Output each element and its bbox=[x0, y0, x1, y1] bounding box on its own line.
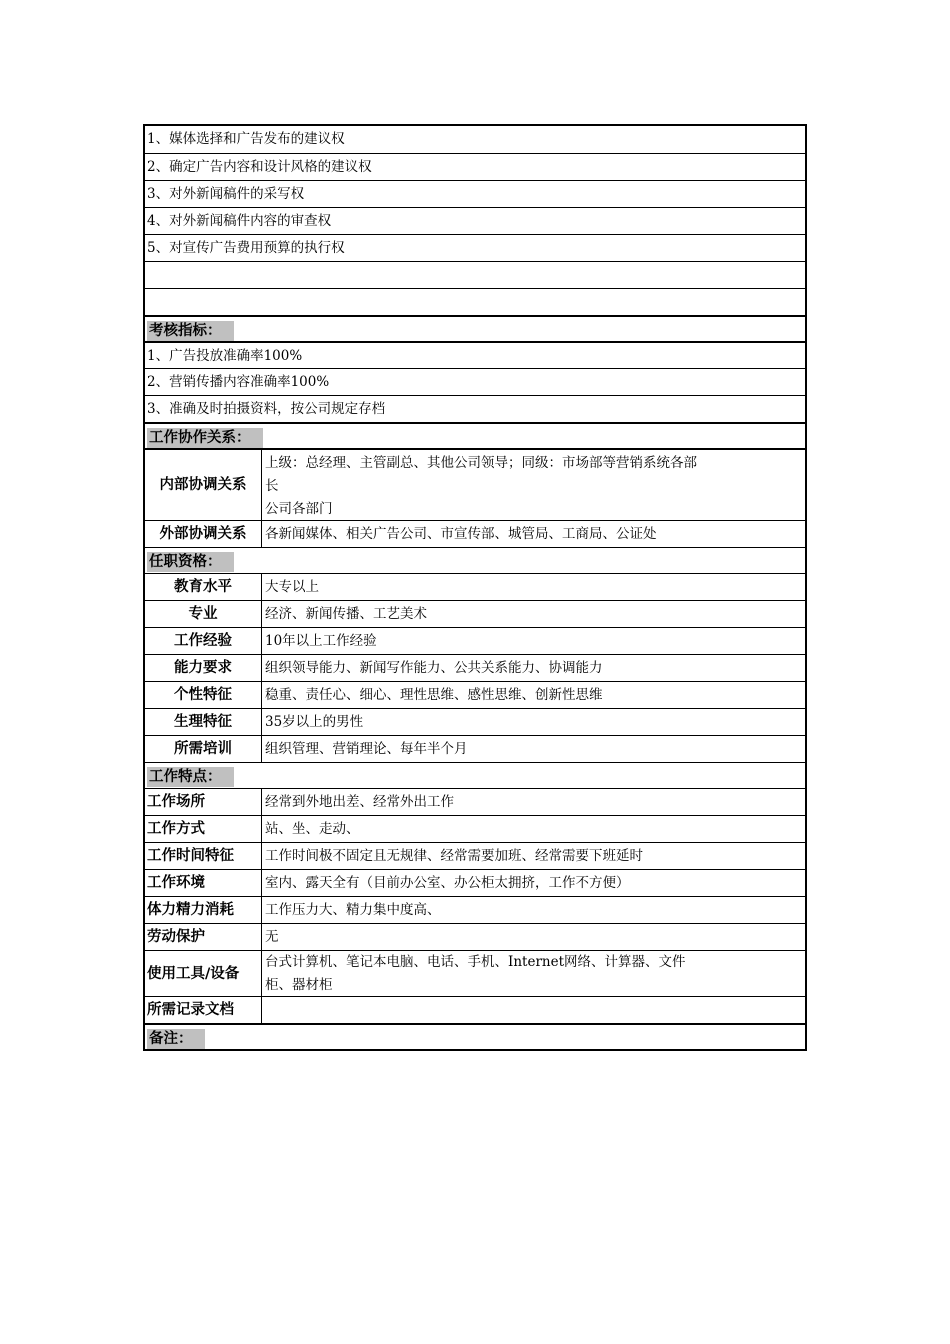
authority-item: 5、对宣传广告费用预算的执行权 bbox=[147, 240, 345, 256]
qualifications-header: 任职资格： bbox=[147, 552, 234, 572]
feature-row bbox=[145, 842, 805, 869]
features-header: 工作特点： bbox=[147, 767, 234, 787]
tools-value bbox=[262, 951, 805, 996]
kpi-item: 1、广告投放准确率100% bbox=[147, 348, 303, 364]
feature-value: 无 bbox=[265, 929, 279, 945]
authority-row bbox=[145, 126, 805, 153]
qualification-label: 生理特征 bbox=[145, 709, 262, 735]
authority-item: 4、对外新闻稿件内容的审查权 bbox=[147, 213, 332, 229]
records-label: 所需记录文档 bbox=[145, 997, 262, 1023]
qualification-row bbox=[145, 708, 805, 735]
feature-row bbox=[145, 788, 805, 815]
feature-label: 体力精力消耗 bbox=[145, 897, 262, 923]
qualifications-section-header bbox=[145, 547, 805, 573]
records-row bbox=[145, 996, 805, 1023]
qualification-label: 能力要求 bbox=[145, 655, 262, 681]
relations-header: 工作协作关系： bbox=[147, 428, 263, 448]
authority-row bbox=[145, 153, 805, 180]
authority-row bbox=[145, 288, 805, 315]
qualification-label: 教育水平 bbox=[145, 574, 262, 600]
qualification-value: 大专以上 bbox=[265, 579, 319, 595]
internal-relations-row bbox=[145, 448, 805, 520]
feature-row bbox=[145, 869, 805, 896]
feature-label: 工作方式 bbox=[145, 816, 262, 842]
feature-value: 工作时间极不固定且无规律、经常需要加班、经常需要下班延时 bbox=[265, 848, 643, 864]
qualification-value: 组织领导能力、新闻写作能力、公共关系能力、协调能力 bbox=[265, 660, 603, 676]
feature-label: 劳动保护 bbox=[145, 924, 262, 950]
qualification-label: 个性特征 bbox=[145, 682, 262, 708]
notes-header: 备注： bbox=[147, 1029, 205, 1049]
qualification-row bbox=[145, 735, 805, 762]
authority-item bbox=[145, 262, 805, 288]
features-section-header bbox=[145, 762, 805, 788]
kpi-row bbox=[145, 368, 805, 395]
qualification-value: 经济、新闻传播、工艺美术 bbox=[265, 606, 427, 622]
qualification-row bbox=[145, 627, 805, 654]
qualification-label: 工作经验 bbox=[145, 628, 262, 654]
authority-item: 3、对外新闻稿件的采写权 bbox=[147, 186, 305, 202]
external-relations-value: 各新闻媒体、相关广告公司、市宣传部、城管局、工商局、公证处 bbox=[265, 526, 657, 542]
kpi-item: 3、准确及时拍摄资料，按公司规定存档 bbox=[147, 401, 386, 417]
internal-relations-line: 上级：总经理、主管副总、其他公司领导；同级：市场部等营销系统各部 bbox=[265, 455, 697, 471]
external-relations-row bbox=[145, 520, 805, 547]
feature-row bbox=[145, 896, 805, 923]
external-relations-label: 外部协调关系 bbox=[145, 521, 262, 547]
feature-label: 工作环境 bbox=[145, 870, 262, 896]
internal-relations-line: 公司各部门 bbox=[265, 501, 333, 517]
internal-relations-value bbox=[262, 450, 805, 520]
internal-relations-line: 长 bbox=[265, 478, 279, 494]
qualification-value: 35岁以上的男性 bbox=[265, 714, 364, 730]
feature-row bbox=[145, 923, 805, 950]
feature-label: 工作场所 bbox=[145, 789, 262, 815]
kpi-row bbox=[145, 395, 805, 422]
feature-row bbox=[145, 815, 805, 842]
qualification-label: 专业 bbox=[145, 601, 262, 627]
kpi-row bbox=[145, 341, 805, 368]
authority-item: 1、媒体选择和广告发布的建议权 bbox=[147, 131, 345, 147]
job-description-table bbox=[143, 124, 807, 1051]
authority-row bbox=[145, 261, 805, 288]
authority-row bbox=[145, 234, 805, 261]
tools-row bbox=[145, 950, 805, 996]
authority-row bbox=[145, 207, 805, 234]
feature-value: 站、坐、走动、 bbox=[265, 821, 360, 837]
qualification-label: 所需培训 bbox=[145, 736, 262, 762]
authority-item bbox=[145, 289, 805, 315]
feature-label: 工作时间特征 bbox=[145, 843, 262, 869]
tools-line: 台式计算机、笔记本电脑、电话、手机、Internet网络、计算器、文件 bbox=[265, 954, 686, 970]
records-value bbox=[262, 997, 805, 1023]
qualification-row bbox=[145, 573, 805, 600]
feature-value: 经常到外地出差、经常外出工作 bbox=[265, 794, 454, 810]
tools-line: 柜、器材柜 bbox=[265, 977, 333, 993]
kpi-item: 2、营销传播内容准确率100% bbox=[147, 374, 330, 390]
qualification-row bbox=[145, 600, 805, 627]
kpi-header: 考核指标： bbox=[147, 321, 234, 341]
internal-relations-label: 内部协调关系 bbox=[145, 450, 262, 520]
qualification-row bbox=[145, 681, 805, 708]
qualification-value: 组织管理、营销理论、每年半个月 bbox=[265, 741, 468, 757]
qualification-value: 稳重、责任心、细心、理性思维、感性思维、创新性思维 bbox=[265, 687, 603, 703]
qualification-row bbox=[145, 654, 805, 681]
qualification-value: 10年以上工作经验 bbox=[265, 633, 377, 649]
authority-row bbox=[145, 180, 805, 207]
feature-value: 工作压力大、精力集中度高、 bbox=[265, 902, 441, 918]
notes-section-header bbox=[145, 1023, 805, 1049]
kpi-section-header bbox=[145, 315, 805, 341]
relations-section-header bbox=[145, 422, 805, 448]
authority-item: 2、确定广告内容和设计风格的建议权 bbox=[147, 159, 372, 175]
tools-label: 使用工具/设备 bbox=[145, 951, 262, 996]
feature-value: 室内、露天全有（目前办公室、办公柜太拥挤，工作不方便） bbox=[265, 875, 630, 891]
